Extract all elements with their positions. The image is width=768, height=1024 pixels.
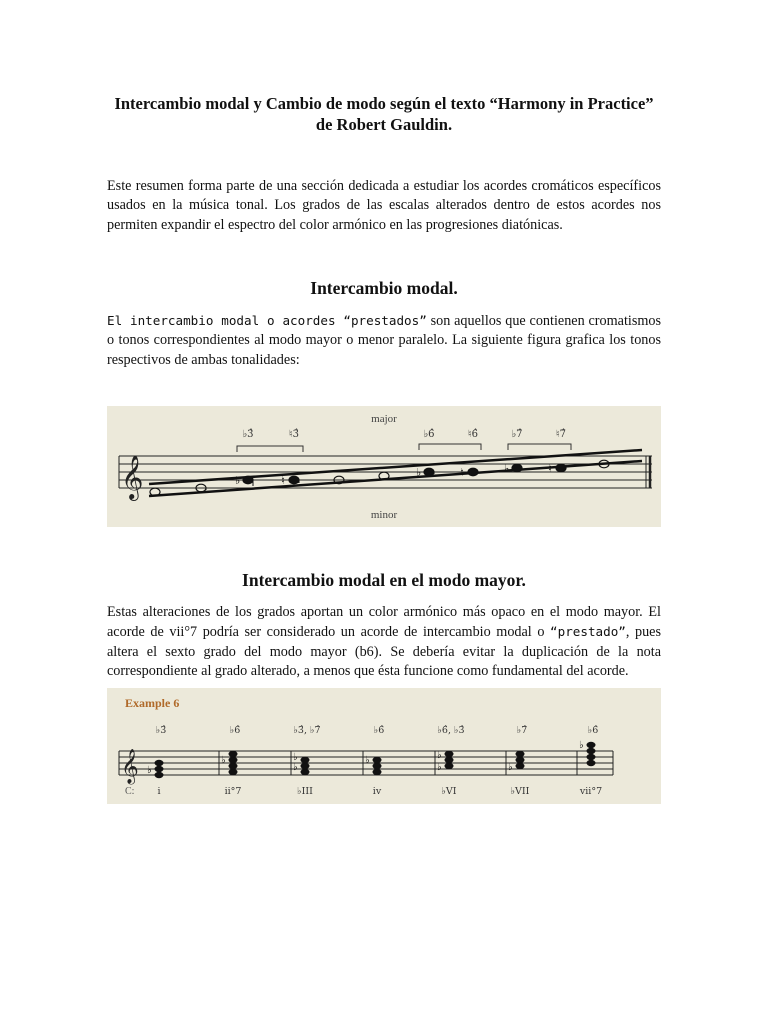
section2-paragraph <box>107 603 661 681</box>
chords <box>147 740 596 778</box>
svg-text:♭: ♭ <box>508 762 513 773</box>
svg-text:♭: ♭ <box>147 765 152 776</box>
major-label: major <box>371 413 397 425</box>
degree-label: ♮6̂ <box>468 429 478 440</box>
degree-brackets <box>237 444 571 452</box>
section2-text-a: Estas alteraciones de los grados aportan un color armónico más opaco en el modo mayor. El acorde de vii°7 podría ser considerado un acorde de intercambio modal o <box>107 604 661 641</box>
svg-text:♭: ♭ <box>235 475 241 487</box>
prestados-phrase: El intercambio modal o acordes “prestados” <box>107 313 427 328</box>
scale-comparison-figure <box>107 406 661 527</box>
degree-label: ♭3̂ <box>242 429 254 440</box>
chord-degree-label: ♭3̂, ♭7̂ <box>293 725 321 736</box>
svg-text:♮: ♮ <box>281 475 285 487</box>
roman-numeral: iv <box>372 786 382 797</box>
intro-paragraph: Este resumen forma parte de una sección dedicada a estudiar los acordes cromáticos específicos usados en la música tonal. Los grados de las escalas alterados dentro de estos acordes nos permiten expandir el espectro del color armónico en las progresiones diatónicas. <box>107 178 661 233</box>
section2-text-b: , pues altera el sexto grado del modo mayor (b6). Se debería evitar la duplicación de la nota correspondiente al grado alterado, a menos que ésta funcione como fundamental del acorde. <box>107 624 661 679</box>
section1-paragraph-text: son aquellos que contienen cromatismos o tonos correspondientes al modo mayor o menor paralelo. La siguiente figura grafica los tonos respectivos de ambas tonalidades: <box>107 313 661 368</box>
scale-comparison-notation <box>107 406 661 527</box>
svg-text:♭: ♭ <box>293 762 298 773</box>
chord-degree-label: ♭3̂ <box>155 725 167 736</box>
example-6-figure <box>107 688 661 804</box>
svg-text:♭: ♭ <box>365 755 370 766</box>
chord-degree-label: ♭6̂ <box>587 725 599 736</box>
svg-text:♭: ♭ <box>416 467 422 479</box>
section1-paragraph <box>107 311 661 370</box>
roman-numeral: ♭VI <box>441 786 457 797</box>
document-title: Intercambio modal y Cambio de modo según el texto “Harmony in Practice” de Robert Gauldin. <box>114 94 654 134</box>
chord-degree-label: ♭6̂ <box>229 725 241 736</box>
roman-numeral: ii°7 <box>224 786 242 797</box>
svg-text:♭: ♭ <box>437 762 442 773</box>
roman-numeral: vii°7 <box>579 786 603 797</box>
svg-text:♭: ♭ <box>579 740 584 751</box>
section-heading-major-mode: Intercambio modal en el modo mayor. <box>242 570 526 590</box>
chord-degree-label: ♭6̂, ♭3̂ <box>437 725 465 736</box>
svg-text:♭: ♭ <box>293 752 298 763</box>
svg-text:♮: ♮ <box>460 467 464 479</box>
example-6-notation <box>107 688 661 804</box>
degree-label: ♭7̂ <box>511 429 523 440</box>
svg-text:♮: ♮ <box>548 463 552 475</box>
treble-clef-icon: 𝄞 <box>121 749 139 784</box>
svg-text:♭: ♭ <box>437 750 442 761</box>
minor-label: minor <box>370 509 398 521</box>
degree-label: ♮7̂ <box>556 429 566 440</box>
svg-text:♭: ♭ <box>504 463 510 475</box>
roman-numeral: ♭VII <box>510 786 530 797</box>
roman-numeral: i <box>157 786 161 797</box>
roman-numeral: ♭III <box>297 786 313 797</box>
prestado-phrase: “prestado” <box>550 624 626 640</box>
svg-text:♭: ♭ <box>221 755 226 766</box>
example-label: Example 6 <box>125 696 180 710</box>
degree-label: ♭6̂ <box>423 429 435 440</box>
treble-clef-icon: 𝄞 <box>121 455 144 499</box>
chord-degree-label: ♭7̂ <box>516 725 528 736</box>
chord-degree-label: ♭6̂ <box>373 725 385 736</box>
section-heading-modal-interchange: Intercambio modal. <box>310 278 458 298</box>
key-label: C: <box>125 786 135 797</box>
degree-label: ♮3̂ <box>289 429 299 440</box>
